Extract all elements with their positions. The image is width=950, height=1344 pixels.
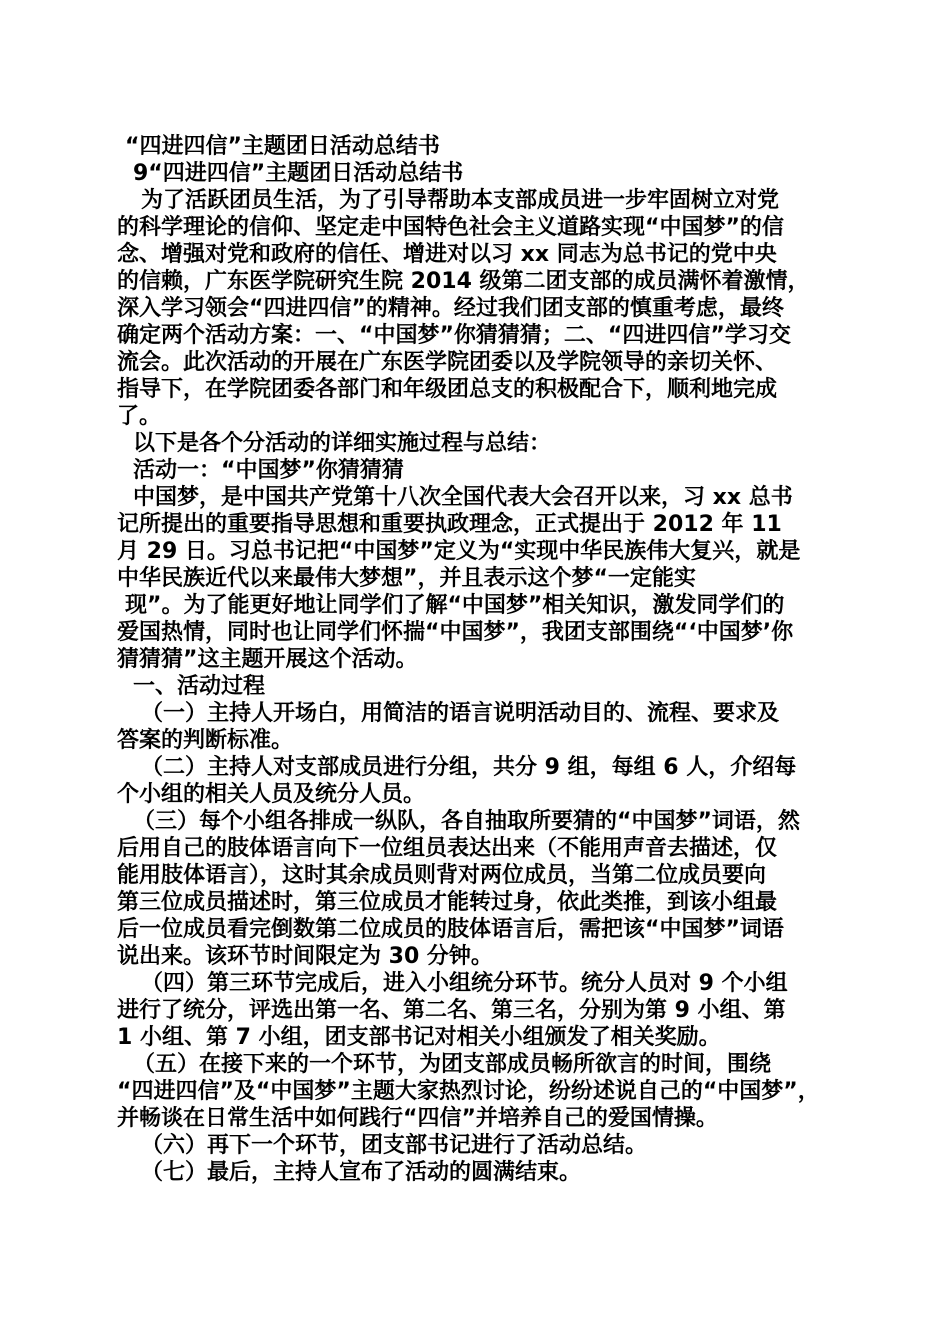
step7-paragraph: [117, 1159, 837, 1186]
paragraph-line: 为了活跃团员生活，为了引导帮助本支部成员进一步牢固树立对党: [141, 188, 780, 213]
paragraph-line: 指导下，在学院团委各部门和年级团总支的积极配合下，顺利地完成: [117, 377, 778, 402]
section1-title: 一、活动过程: [133, 674, 266, 699]
intro-paragraph: [117, 187, 837, 430]
paragraph-line: 个小组的相关人员及统分人员。: [117, 782, 426, 807]
paragraph-line: 的科学理论的信仰、坚定走中国特色社会主义道路实现“中国梦”的信: [117, 215, 784, 240]
paragraph-line: 答案的判断标准。: [117, 728, 294, 753]
step6-paragraph: [117, 1132, 837, 1159]
paragraph-line: 记所提出的重要指导思想和重要执政理念，正式提出于 2012 年 11: [117, 512, 782, 537]
activity1-paragraph: [117, 484, 837, 673]
paragraph-line: （五）在接下来的一个环节，为团支部成员畅所欲言的时间，围绕: [133, 1052, 772, 1077]
paragraph-line: （四）第三环节完成后，进入小组统分环节。统分人员对 9 个小组: [141, 971, 788, 996]
activity1-title: 活动一：“中国梦”你猜猜猜: [133, 458, 404, 483]
paragraph-line: （一）主持人开场白，用简洁的语言说明活动目的、流程、要求及: [141, 701, 780, 726]
paragraph-line: 流会。此次活动的开展在广东医学院团委以及学院领导的亲切关怀、: [117, 350, 778, 375]
paragraph-line: 中华民族近代以来最伟大梦想”，并且表示这个梦“一定能实: [117, 566, 696, 591]
paragraph-line: 1 小组、第 7 小组，团支部书记对相关小组颁发了相关奖励。: [117, 1025, 721, 1050]
paragraph-line: 月 29 日。习总书记把“中国梦”定义为“实现中华民族伟大复兴，就是: [117, 539, 801, 564]
paragraph-line: （七）最后，主持人宣布了活动的圆满结束。: [141, 1160, 582, 1185]
paragraph-line: 并畅谈在日常生活中如何践行“四信”并培养自己的爱国情操。: [117, 1106, 718, 1131]
step1-paragraph: [117, 700, 837, 754]
document-subtitle: 9“四进四信”主题团日活动总结书: [133, 161, 464, 186]
paragraph-line: “四进四信”及“中国梦”主题大家热烈讨论，纷纷述说自己的“中国梦”，: [117, 1079, 820, 1104]
paragraph-line: 后一位成员看完倒数第二位成员的肢体语言后，需把该“中国梦”词语: [117, 917, 784, 942]
paragraph-line: 能用肢体语言），这时其余成员则背对两位成员，当第二位成员要向: [117, 863, 767, 888]
paragraph-line: 确定两个活动方案：一、“中国梦”你猜猜猜；二、“四进四信”学习交: [117, 323, 791, 348]
paragraph-line: 的信赖，广东医学院研究生院 2014 级第二团支部的成员满怀着激情，: [117, 269, 810, 294]
paragraph-line: 现”。为了能更好地让同学们了解“中国梦”相关知识，激发同学们的: [125, 593, 785, 618]
paragraph-line: 深入学习领会“四进四信”的精神。经过我们团支部的慎重考虑，最终: [117, 296, 784, 321]
paragraph-line: （三）每个小组各排成一纵队，各自抽取所要猜的“中国梦”词语，然: [133, 809, 800, 834]
document-page: [117, 133, 837, 1186]
paragraph-line: 猜猜猜”这主题开展这个活动。: [117, 647, 418, 672]
paragraph-line: 进行了统分，评选出第一名、第二名、第三名，分别为第 9 小组、第: [117, 998, 786, 1023]
paragraph-line: 爱国热情，同时也让同学们怀揣“中国梦”，我团支部围绕“‘中国梦’你: [117, 620, 794, 645]
paragraph-line: 中国梦，是中国共产党第十八次全国代表大会召开以来，习 xx 总书: [133, 485, 793, 510]
paragraph-line: 了。: [117, 404, 162, 429]
paragraph-line: 说出来。该环节时间限定为 30 分钟。: [117, 944, 493, 969]
step4-paragraph: [117, 970, 837, 1051]
paragraph-line: 第三位成员描述时，第三位成员才能转过身，依此类推，到该小组最: [117, 890, 778, 915]
summary-intro: 以下是各个分活动的详细实施过程与总结：: [133, 431, 552, 456]
step3-paragraph: [117, 808, 837, 970]
paragraph-line: （二）主持人对支部成员进行分组，共分 9 组，每组 6 人，介绍每: [141, 755, 797, 780]
paragraph-line: 后用自己的肢体语言向下一位组员表达出来（不能用声音去描述，仅: [117, 836, 778, 861]
step2-paragraph: [117, 754, 837, 808]
step5-paragraph: [117, 1051, 837, 1132]
paragraph-line: 念、增强对党和政府的信任、增进对以习 xx 同志为总书记的党中央: [117, 242, 777, 267]
document-title: “四进四信”主题团日活动总结书: [125, 134, 440, 159]
paragraph-line: （六）再下一个环节，团支部书记进行了活动总结。: [141, 1133, 648, 1158]
